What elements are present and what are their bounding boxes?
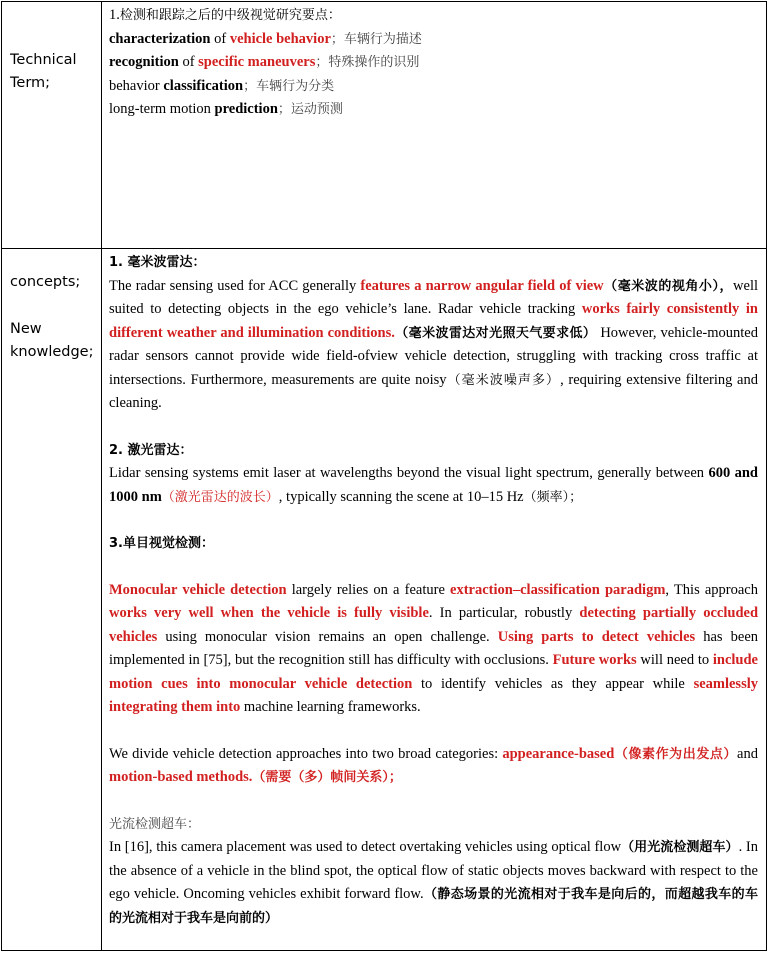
concepts-row (2, 249, 767, 951)
categories-paragraph: We divide vehicle detection approaches into two broad categories: appearance-based（像素作为出发点）and motion-based methods.（需要（多）帧间关系）； (109, 745, 758, 785)
term-item: characterization of vehicle behavior；车辆行为描述 (109, 30, 422, 47)
term-item: long-term motion prediction；运动预测 (109, 101, 343, 117)
concepts-content (102, 249, 767, 951)
label-line: concepts; (10, 274, 81, 290)
label-line: New (10, 321, 42, 337)
section-title: 3.单目视觉检测： (109, 536, 214, 551)
section-title: 光流检测超车： (109, 816, 201, 832)
lidar-paragraph: Lidar sensing systems emit laser at wavelengths beyond the visual light spectrum, generally between 600 and 1000 nm（激光雷达的波长）, typically scanning the scene at 10–15 Hz（频率）； (109, 465, 758, 505)
section-title: 2. 激光雷达： (109, 442, 193, 458)
term-item: recognition of specific maneuvers；特殊操作的识别 (109, 54, 420, 70)
section-title: 1. 毫米波雷达： (109, 255, 206, 270)
label-line: knowledge; (10, 344, 94, 360)
term-heading: 1.检测和跟踪之后的中级视觉研究要点： (109, 7, 341, 23)
notes-table (1, 1, 767, 951)
term-item: behavior classification；车辆行为分类 (109, 77, 335, 94)
optical-flow-paragraph: In [16], this camera placement was used to detect overtaking vehicles using optical flow（用光流检测超车）. In the absence of a vehicle in the blind spot, the optical flow of static objects moves backward with respect to the ego vehicle. Oncoming vehicles exhibit forward flow.（静态场景的光流相对于我车是向后的，而超越我车的车的光流相对于我车是向前的） (109, 839, 758, 926)
technical-term-content (102, 2, 767, 249)
technical-term-row (2, 2, 767, 249)
concepts-label (2, 249, 102, 951)
label-line: Technical (10, 52, 77, 68)
monocular-paragraph: Monocular vehicle detection largely relies on a feature extraction–classification paradigm, This approach works very well when the vehicle is fully visible. In particular, robustly detecting partially occluded vehicles using monocular vision remains an open challenge. Using parts to detect vehicles has been implemented in [75], but the recognition still has difficulty with occlusions. Future works will need to include motion cues into monocular vehicle detection to identify vehicles as they appear while seamlessly integrating them into machine learning frameworks. (109, 581, 759, 715)
label-line: Term; (10, 75, 51, 91)
technical-term-label (2, 2, 102, 249)
radar-paragraph: The radar sensing used for ACC generally features a narrow angular field of view（毫米波的视角小），well suited to detecting objects in the ego vehicle’s lane. Radar vehicle tracking works fairly consistently in different weather and illumination conditions.（毫米波雷达对光照天气要求低） However, vehicle-mounted radar sensors cannot provide wide field-ofview vehicle detection, struggling with tracking cross traffic at intersections. Furthermore, measurements are quite noisy（毫米波噪声多）, requiring extensive filtering and cleaning. (109, 277, 758, 411)
